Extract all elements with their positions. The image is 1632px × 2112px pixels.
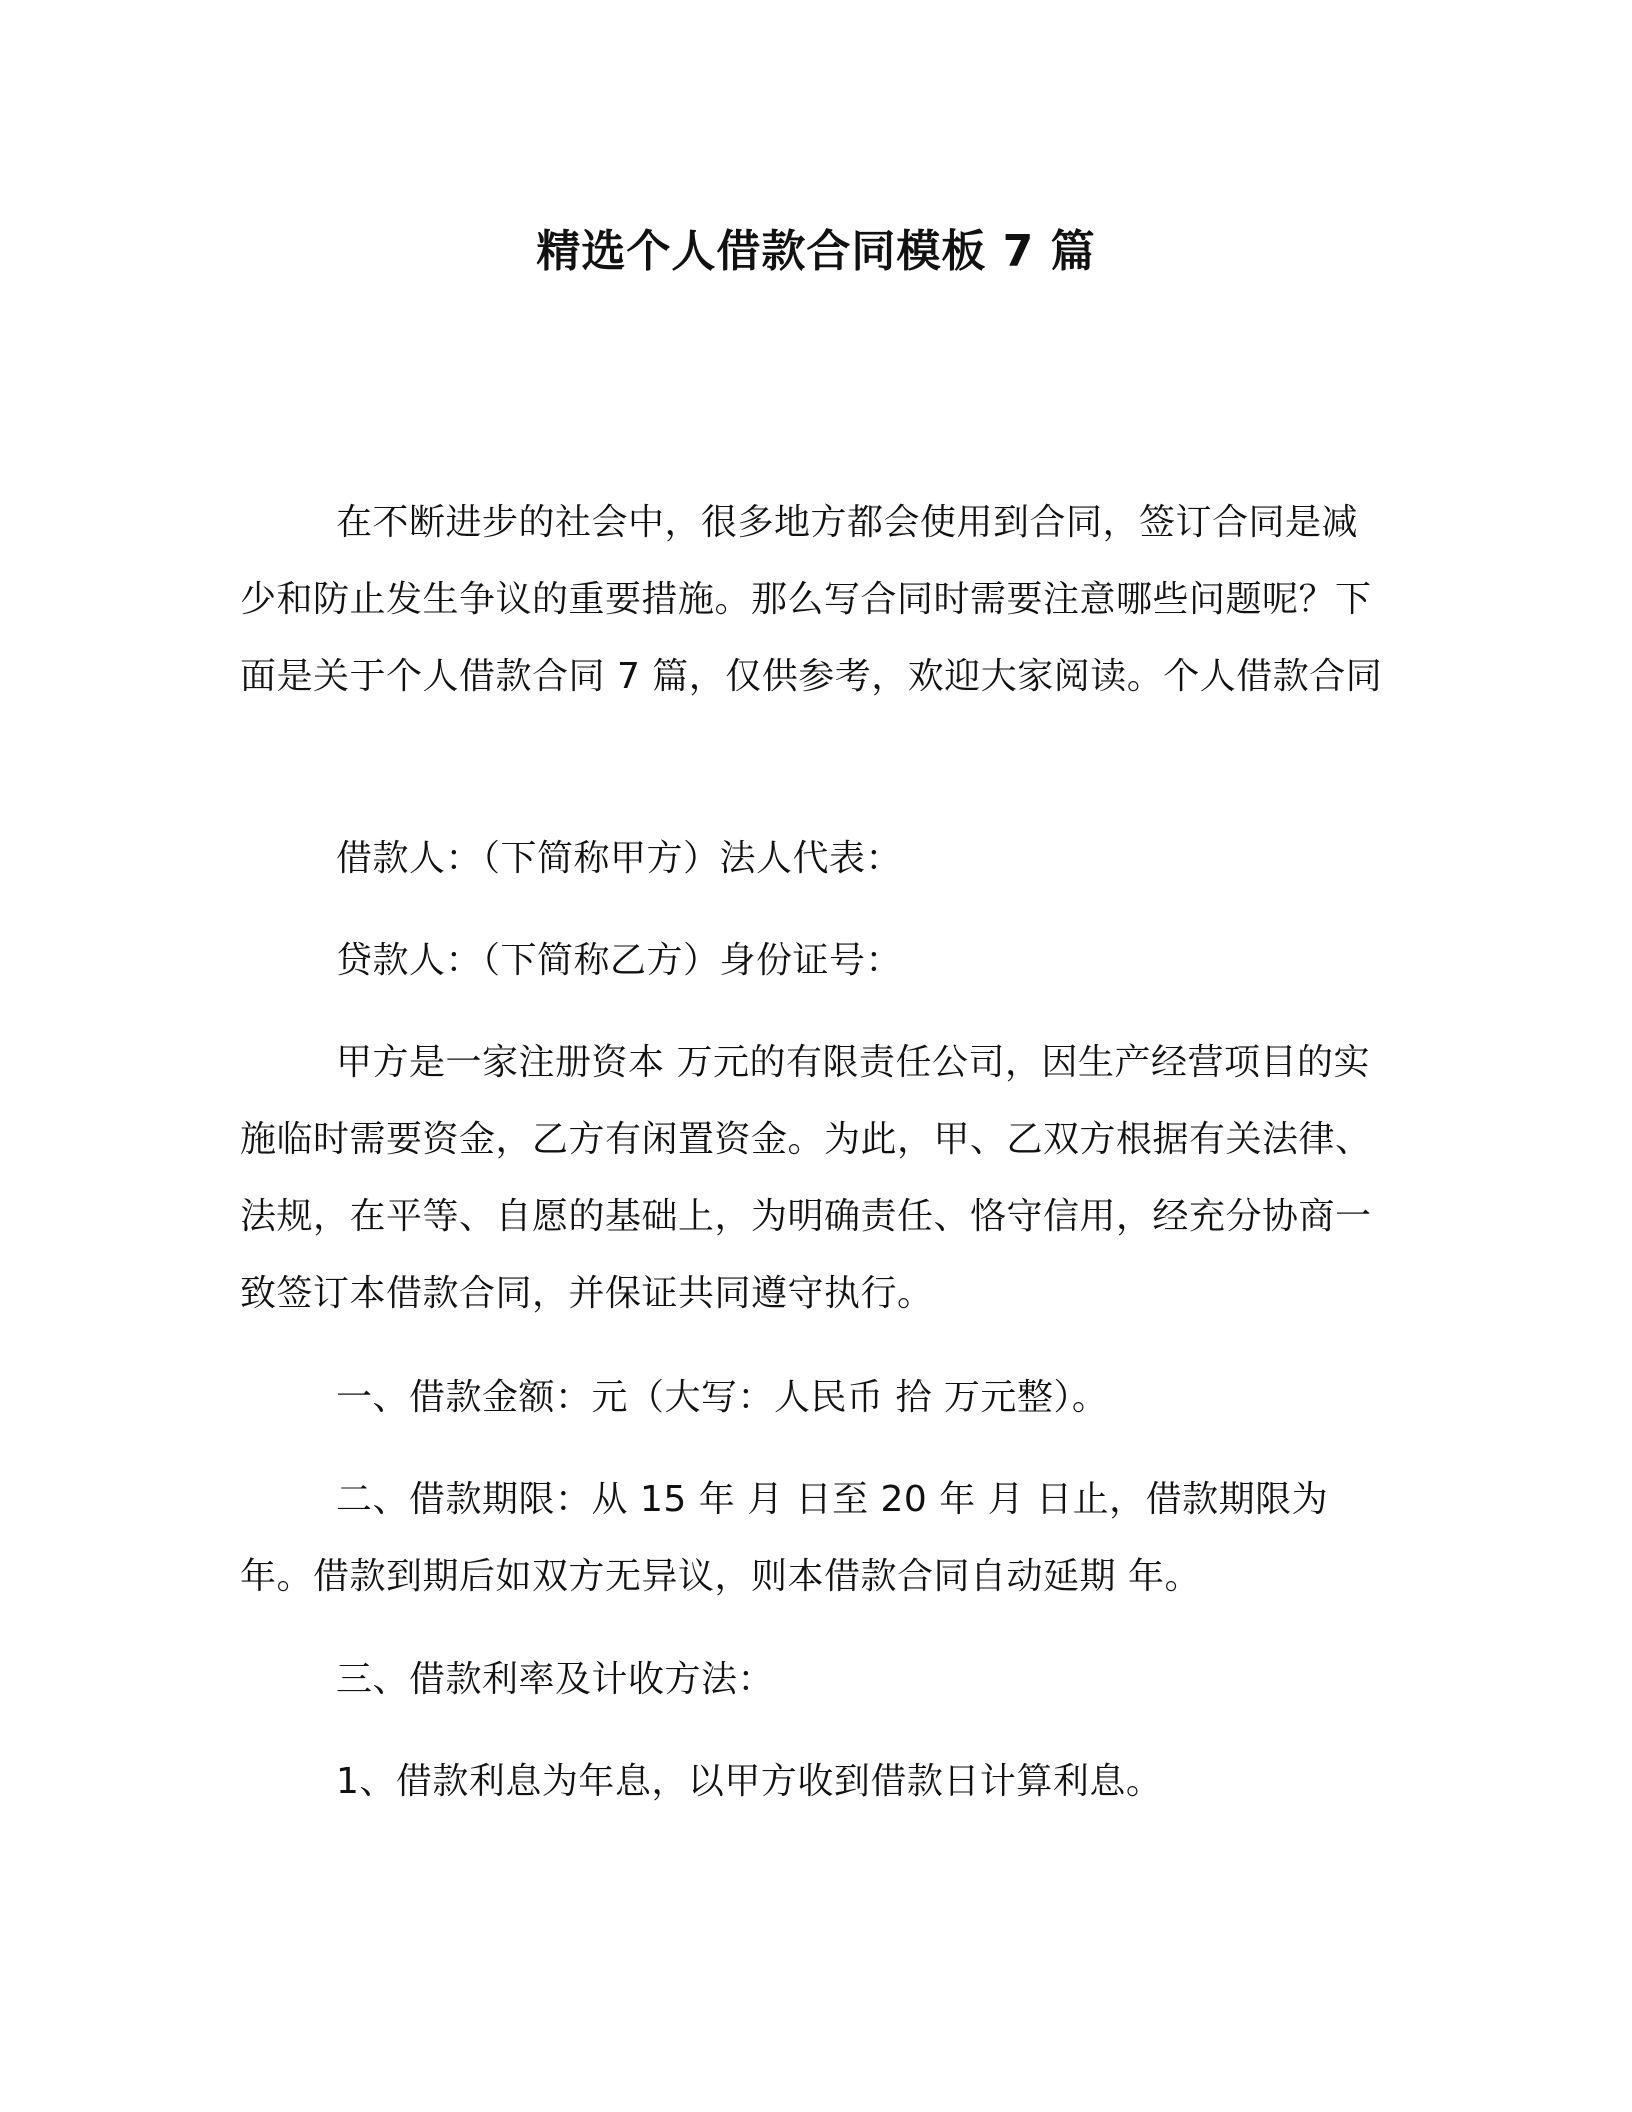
company-paragraph: 甲方是一家注册资本 万元的有限责任公司，因生产经营项目的实施临时需要资金，乙方有闲置资金。为此，甲、乙双方根据有关法律、法规，在平等、自愿的基础上，为明确责任、恪守信用，经充分协商一致签订本借款合同，并保证共同遵守执行。: [240, 1042, 1372, 1314]
borrower-line: 借款人：（下简称甲方）法人代表：: [336, 838, 903, 879]
clause-term: 二、借款期限：从 15 年 月 日至 20 年 月 日止，借款期限为 年。借款到期后如双方无异议，则本借款合同自动延期 年。: [240, 1479, 1329, 1597]
lender-line: 贷款人：（下简称乙方）身份证号：: [336, 940, 903, 981]
document-title: 精选个人借款合同模板 7 篇: [536, 226, 1096, 277]
clause-amount: 一、借款金额：元（大写：人民币 拾 万元整）。: [336, 1377, 1109, 1418]
clause-rate-item-1: 1、借款利息为年息，以甲方收到借款日计算利息。: [336, 1761, 1163, 1802]
clause-rate-heading: 三、借款利率及计收方法：: [336, 1659, 775, 1700]
intro-paragraph: 在不断进步的社会中，很多地方都会使用到合同，签订合同是减少和防止发生争议的重要措施。那么写合同时需要注意哪些问题呢？下面是关于个人借款合同 7 篇，仅供参考，欢迎大家阅读。个人借款合同: [240, 502, 1383, 697]
